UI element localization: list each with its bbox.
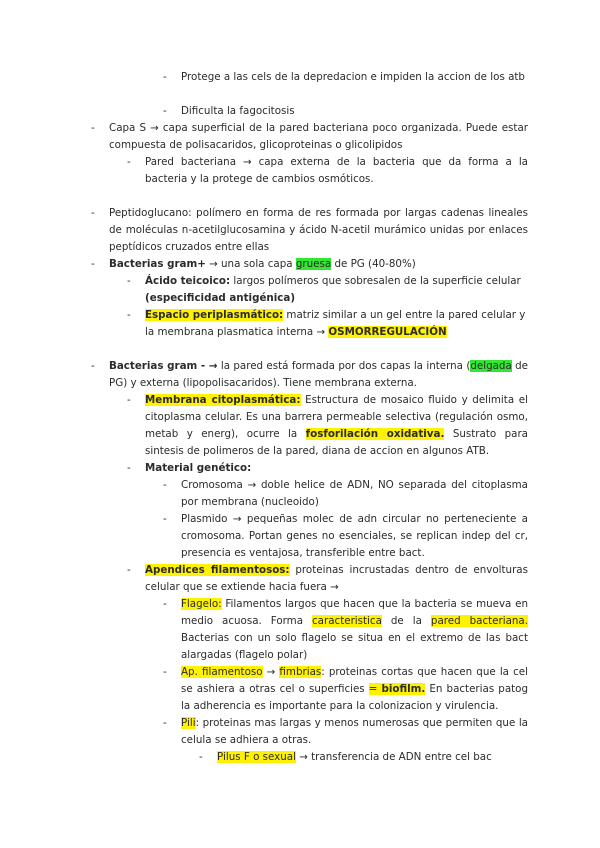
gram-negative-text-end: de PG) y externa (lipopolisacaridos). Tiene membrana externa. [109,360,528,389]
bullet-dash: - [127,462,131,474]
peptidoglucano-text: Peptidoglucano: polímero en forma de res formada por largas cadenas lineales de moléculas n-acetilglucosamina y ácido N-acetil murámico unidas por enlaces peptídicos cruzados entre ellas [109,207,528,253]
bullet-dash: - [163,598,167,610]
bullet-cromosoma [181,477,528,511]
apendices-text: proteinas incrustadas dentro de envolturas celular que se extiende hacia fuera → [145,564,528,593]
especificidad-antigenica: (especificidad antigénica) [145,292,296,304]
delgada-highlight: delgada [470,360,512,372]
gruesa-highlight: gruesa [295,258,332,270]
material-genetico-title: Material genético: [145,462,252,474]
fimbrias-text-end: En bacterias patog la adherencia es importante para la colonizacion y virulencia. [181,683,529,712]
gram-negative-title: Bacterias gram - → [109,360,218,372]
flagelo-text-mid: de la [381,615,431,627]
fosforilacion-highlight: fosforilación oxidativa. [305,428,445,440]
protege-text: Protege a las cels de la depredacion e impiden la accion de los atb [181,71,525,83]
pili-highlight: Pili [181,717,196,729]
bullet-dash: - [127,156,131,168]
bullet-membrana-citoplasmatica [145,392,528,460]
gram-negative-text: la pared está formada por dos capas la interna ( [217,360,471,372]
bullet-dash: - [163,479,167,491]
biofilm-highlight: biofilm. [381,683,426,695]
cromosoma-text: Cromosoma → doble helice de ADN, NO separada del citoplasma por membrana (nucleoido) [181,479,528,508]
bullet-gram-negative [109,358,528,392]
gram-positive-title: Bacterias gram+ [109,258,206,270]
bullet-capa-s [109,120,528,154]
gram-positive-text-end: de PG (40-80%) [331,258,416,270]
ap-filamentoso-highlight: Ap. filamentoso [181,666,263,678]
bullet-dash: - [163,71,167,83]
pared-text: Pared bacteriana → capa externa de la bacteria que da forma a la bacteria y la protege de cambios osmóticos. [145,156,528,185]
osmorregulacion-highlight: OSMORREGULACIÓN [328,326,447,338]
bullet-espacio-periplasmatico [145,307,528,341]
bullet-acido-teicoico [145,273,528,307]
bullet-dash: - [199,751,203,763]
acido-teicoico-text: largos polímeros que sobresalen de la superficie celular [230,275,521,287]
pared-bacteriana-highlight: pared bacteriana. [430,615,529,627]
bullet-dash: - [163,105,167,117]
bullet-protege [181,69,528,86]
apendices-title: Apendices filamentosos: [145,564,290,576]
bullet-fagocitosis [181,103,528,120]
acido-teicoico-title: Ácido teicoico: [145,275,231,287]
capa-s-text: Capa S → capa superficial de la pared bacteriana poco organizada. Puede estar compuesta de polisacaridos, glicoproteinas o glicolipidos [109,122,528,151]
bullet-pilus-f [217,749,528,766]
membrana-title: Membrana citoplasmática: [145,394,301,406]
bullet-peptidoglucano [109,205,528,256]
bullet-dash: - [127,309,131,321]
bullet-plasmido [181,511,528,562]
equals-highlight: = [368,683,382,695]
bullet-dash: - [91,258,95,270]
bullet-apendices-filamentosos [145,562,528,596]
bullet-dash: - [91,360,95,372]
membrana-text-end: Sustrato para sintesis de polimeros de la pared, diana de accion en algunos ATB. [145,428,528,457]
bullet-gram-positive [109,256,528,273]
membrana-text: Estructura de mosaico fluido y delimita el citoplasma celular. Es una barrera permeable selectiva (regulación osmo, metab y energ), ocurre la [145,394,528,440]
espacio-periplasmatico-text: matriz similar a un gel entre la pared celular y la membrana plasmatica interna → [145,309,526,338]
bullet-material-genetico [145,460,528,477]
bullet-dash: - [127,394,131,406]
flagelo-text: Filamentos largos que hacen que la bacteria se mueva en medio acuosa. Forma [181,598,528,627]
pili-text: : proteinas mas largas y menos numerosas que permiten que la celula se adhiera a otras. [181,717,528,746]
pilus-f-text: → transferencia de ADN entre cel bac [295,751,492,763]
bullet-pili [181,715,528,749]
espacio-periplasmatico-title: Espacio periplasmático: [145,309,284,321]
pilus-f-highlight: Pilus F o sexual [217,751,296,763]
plasmido-text: Plasmido → pequeñas molec de adn circular no perteneciente a cromosoma. Portan genes no esenciales, se replican indep del cr, presencia es ventajosa, transferible entre bact. [181,513,528,559]
bullet-dash: - [91,207,95,219]
fimbrias-text: : proteinas cortas que hacen que la cel se ashiera a otras cel o superficies [181,666,528,695]
bullet-dash: - [163,717,167,729]
caracteristica-highlight: caracteristica [312,615,382,627]
bullet-dash: - [163,513,167,525]
flagelo-text-end: Bacterias con un solo flagelo se situa en el extremo de las bact alargadas (flagelo polar) [181,632,528,661]
bullet-dash: - [163,666,167,678]
bullet-dash: - [91,122,95,134]
fimbrias-highlight: fimbrias [279,666,322,678]
gram-positive-text: → una sola capa [205,258,296,270]
bullet-flagelo [181,596,528,664]
flagelo-title: Flagelo: [181,598,222,610]
bullet-dash: - [127,564,131,576]
bullet-dash: - [127,275,131,287]
bullet-pared-bacteriana [145,154,528,188]
bullet-fimbrias [181,664,528,715]
fagocitosis-text: Dificulta la fagocitosis [181,105,295,117]
fimbrias-arrow: → [262,666,280,678]
